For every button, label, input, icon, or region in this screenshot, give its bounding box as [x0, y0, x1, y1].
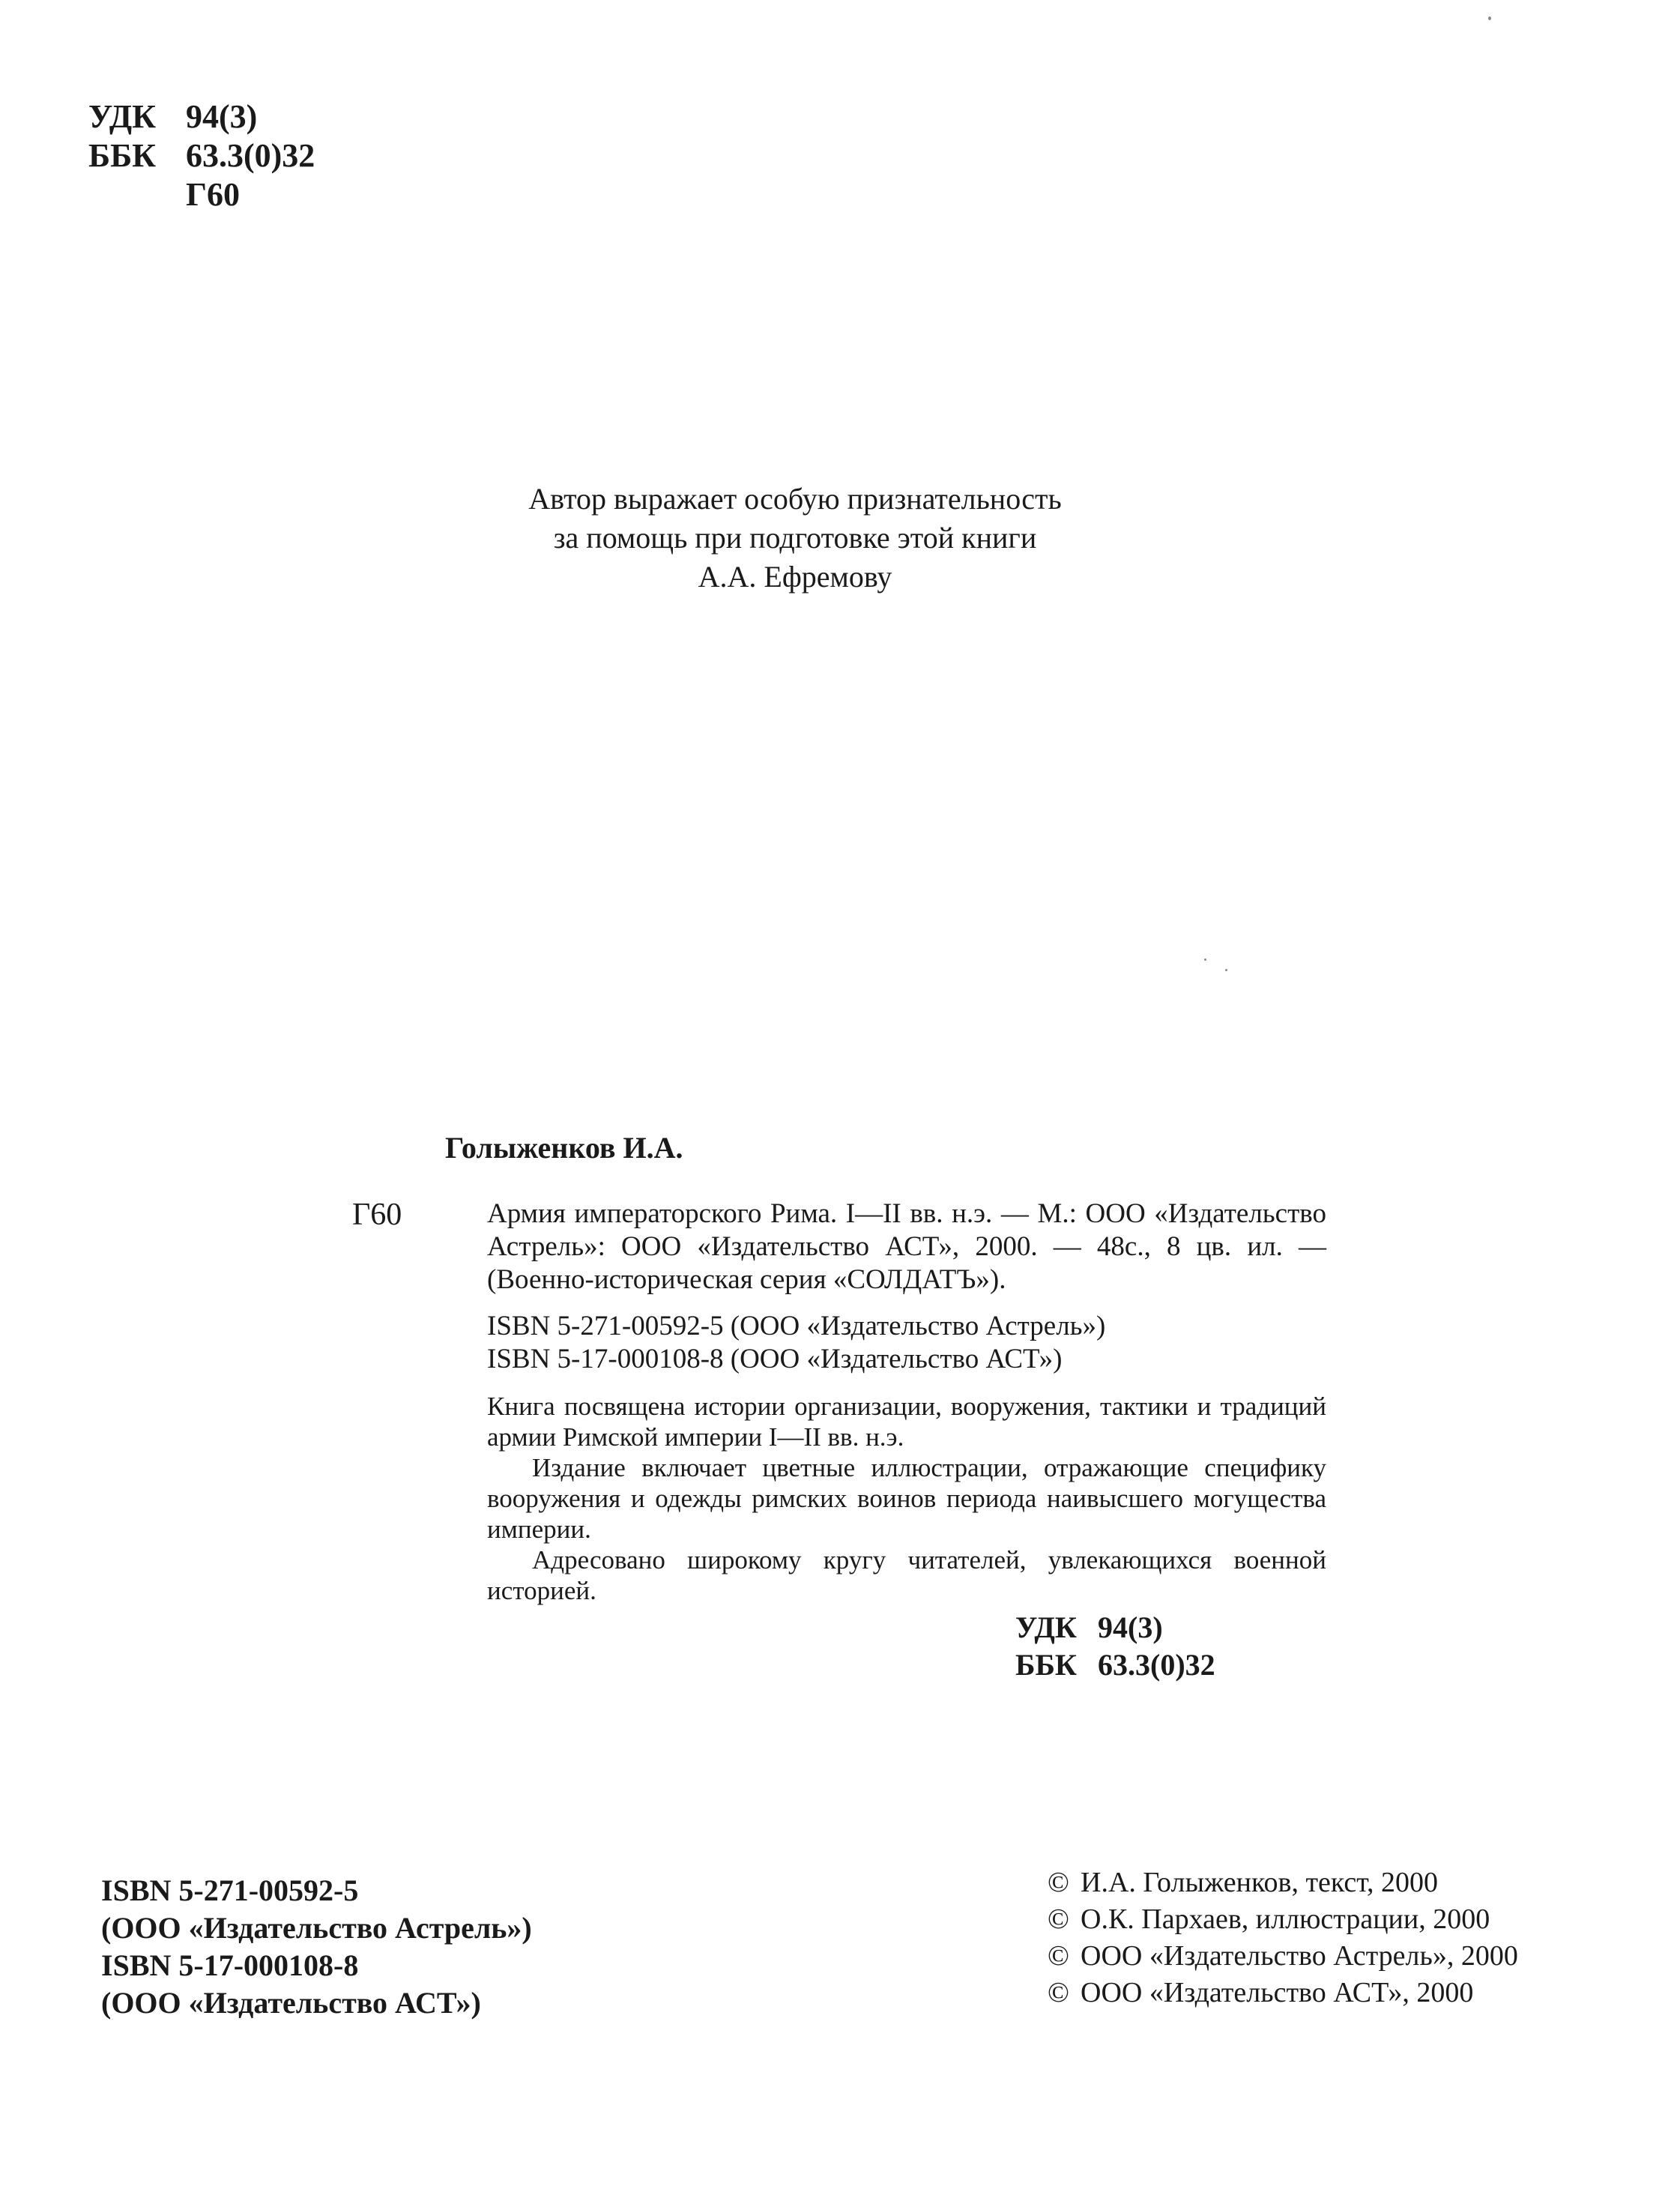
catalog-isbn-block — [487, 1310, 1326, 1376]
bbk-label: ББК — [1015, 1648, 1077, 1682]
copyright-icon: © — [1048, 1903, 1069, 1935]
copyright-line: © ООО «Издательство Астрель», 2000 — [1048, 1938, 1518, 1975]
copyright-line: © И.А. Голыженков, текст, 2000 — [1048, 1865, 1518, 1901]
author-mark: Г60 — [186, 176, 240, 213]
catalog-isbn-line: ISBN 5-17-000108-8 (ООО «Издательство АСТ») — [487, 1344, 1063, 1374]
isbn-bottom — [101, 1872, 532, 2022]
catalog-card — [487, 1198, 1326, 1606]
annotation-paragraph: Адресовано широкому кругу читателей, увлекающихся военной историей. — [487, 1545, 1326, 1605]
scan-speck — [1204, 958, 1206, 961]
dedication-line: А.А. Ефремову — [698, 560, 892, 594]
publisher-line: (ООО «Издательство Астрель») — [101, 1911, 532, 1945]
copyright-line: © О.К. Пархаев, иллюстрации, 2000 — [1048, 1901, 1518, 1938]
bbk-row — [88, 136, 315, 175]
annotation-paragraph: Книга посвящена истории организации, вооружения, тактики и традиций армии Римской империи I—II вв. н.э. — [487, 1392, 1326, 1452]
copyright-block — [1048, 1865, 1518, 2011]
udk-label: УДК — [1015, 1610, 1077, 1644]
author-mark-row — [88, 175, 315, 214]
catalog-isbn-line: ISBN 5-271-00592-5 (ООО «Издательство Астрель») — [487, 1311, 1106, 1341]
copyright-icon: © — [1048, 1940, 1069, 1972]
udk-row — [88, 97, 315, 136]
top-classification — [88, 97, 315, 214]
isbn-line: ISBN 5-17-000108-8 — [101, 1948, 359, 1982]
dedication-line: Автор выражает особую признательность — [528, 482, 1062, 516]
copyright-icon: © — [1048, 1977, 1069, 2008]
copyright-line: © ООО «Издательство АСТ», 2000 — [1048, 1975, 1518, 2011]
scan-speck — [1225, 969, 1227, 971]
author-name: Голыженков И.А. — [445, 1131, 683, 1165]
isbn-line: ISBN 5-271-00592-5 — [101, 1874, 359, 1907]
bbk-row — [1015, 1646, 1215, 1684]
bbk-value: 63.3(0)32 — [1098, 1648, 1215, 1682]
udk-label: УДК — [88, 98, 157, 135]
copyright-icon: © — [1048, 1867, 1069, 1898]
annotation-paragraph: Издание включает цветные иллюстрации, отражающие специфику вооружения и одежды римских воинов периода наивысшего могущества империи. — [487, 1453, 1326, 1544]
udk-value: 94(3) — [1098, 1610, 1163, 1644]
bottom-classification — [1015, 1609, 1215, 1684]
scan-speck — [1488, 16, 1491, 20]
bibliographic-description: Армия императорского Рима. I—II вв. н.э. — М.: ООО «Издательство Астрель»: ООО «Издательство АСТ», 2000. — 48с., 8 цв. ил. — (Военно-историческая серия «СОЛДАТЪ»). — [487, 1198, 1326, 1295]
bbk-label: ББК — [88, 137, 157, 174]
catalog-mark: Г60 — [352, 1198, 402, 1232]
udk-value: 94(3) — [186, 98, 258, 135]
dedication-line: за помощь при подготовке этой книги — [553, 521, 1037, 555]
annotation — [487, 1391, 1326, 1606]
publisher-line: (ООО «Издательство АСТ») — [101, 1986, 481, 2020]
dedication — [0, 480, 1680, 597]
bbk-value: 63.3(0)32 — [186, 137, 315, 174]
udk-row — [1015, 1609, 1215, 1646]
